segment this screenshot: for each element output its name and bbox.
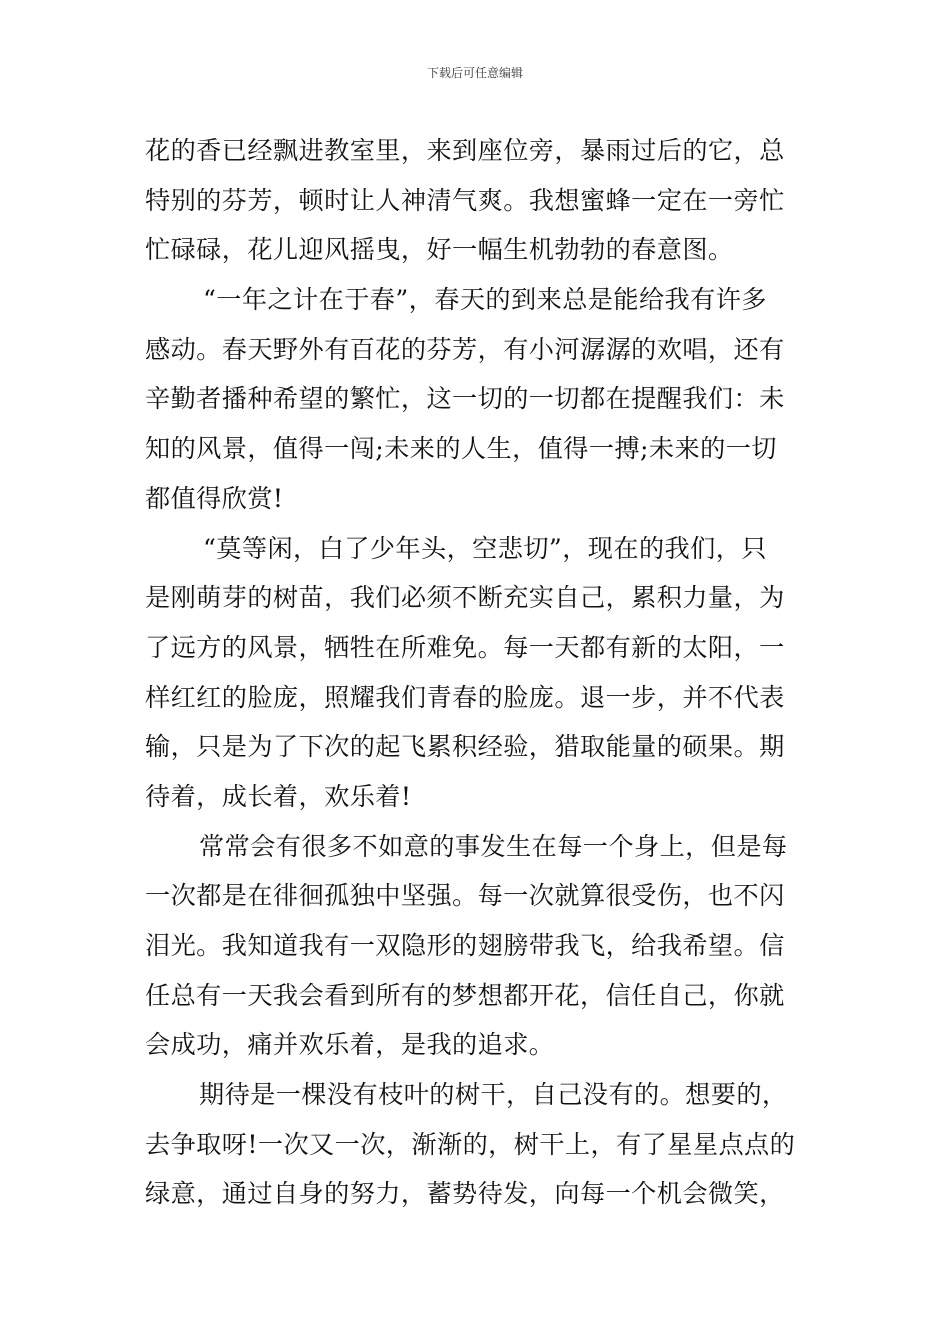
text-line: 忙碌碌，花儿迎风摇曳，好一幅生机勃勃的春意图。: [145, 235, 734, 265]
header-text: 下载后可任意编辑: [426, 66, 523, 80]
text-line: 绿意，通过自身的努力，蓄势待发，向每一个机会微笑，: [145, 1179, 785, 1209]
text-line: 是刚萌芽的树苗，我们必须不断充实自己，累积力量，为: [145, 583, 785, 613]
text-line: 花的香已经飘进教室里，来到座位旁，暴雨过后的它，总: [145, 136, 785, 165]
paragraph-3: [145, 524, 807, 822]
text-line: 都值得欣赏!: [145, 483, 284, 513]
text-line: 期待是一棵没有枝叶的树干，自己没有的。想要的，: [199, 1080, 788, 1110]
text-line: “莫等闲，白了少年头，空悲切”，现在的我们，只: [203, 533, 767, 563]
text-line: 泪光。我知道我有一双隐形的翅膀带我飞，给我希望。信: [145, 931, 785, 960]
text-line: 去争取呀!一次又一次，渐渐的，树干上，有了星星点点的: [145, 1129, 796, 1159]
text-line: 会成功，痛并欢乐着，是我的追求。: [145, 1030, 555, 1060]
text-line: 感动。春天野外有百花的芬芳，有小河潺潺的欢唱，还有: [145, 334, 785, 364]
paragraph-5: [145, 1070, 807, 1219]
text-line: 辛勤者播种希望的繁忙，这一切的一切都在提醒我们：未: [145, 384, 785, 414]
text-line: 特别的芬芳，顿时让人神清气爽。我想蜜蜂一定在一旁忙: [145, 185, 785, 215]
paragraph-1: [145, 126, 807, 275]
text-line: 待着，成长着，欢乐着!: [145, 781, 412, 811]
document-body: [145, 126, 807, 1219]
paragraph-4: [145, 822, 807, 1070]
text-line: 了远方的风景，牺牲在所难免。每一天都有新的太阳，一: [145, 632, 785, 662]
text-line: 一次都是在徘徊孤独中坚强。每一次就算很受伤，也不闪: [145, 881, 785, 911]
page-header: [0, 66, 950, 80]
text-line: 任总有一天我会看到所有的梦想都开花，信任自己，你就: [145, 980, 785, 1010]
text-line: 知的风景，值得一闯;未来的人生，值得一搏;未来的一切: [145, 434, 777, 464]
text-line: 样红红的脸庞，照耀我们青春的脸庞。退一步，并不代表: [145, 682, 785, 712]
paragraph-2: [145, 275, 807, 523]
text-line: “一年之计在于春”，春天的到来总是能给我有许多: [203, 285, 767, 315]
text-line: 常常会有很多不如意的事发生在每一个身上，但是每: [199, 831, 788, 861]
text-line: 输，只是为了下次的起飞累积经验，猎取能量的硕果。期: [145, 732, 785, 762]
